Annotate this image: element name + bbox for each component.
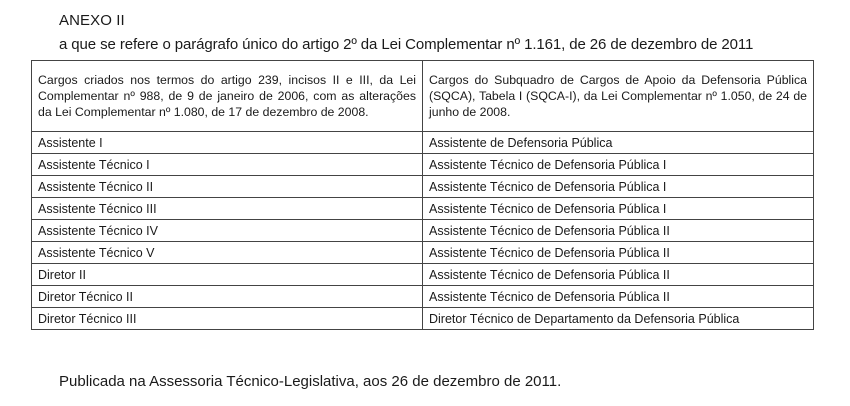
table-cell: Assistente Técnico de Defensoria Pública I	[423, 198, 814, 220]
annex-title: ANEXO II	[59, 12, 125, 29]
table-row	[32, 308, 814, 330]
table-row	[32, 154, 814, 176]
table-cell: Diretor Técnico III	[32, 308, 423, 330]
table-row	[32, 132, 814, 154]
table-cell: Assistente de Defensoria Pública	[423, 132, 814, 154]
table-row	[32, 176, 814, 198]
table-row	[32, 286, 814, 308]
table-row	[32, 264, 814, 286]
table-cell: Assistente Técnico de Defensoria Pública I	[423, 176, 814, 198]
table-cell: Assistente Técnico de Defensoria Pública II	[423, 242, 814, 264]
table-cell: Assistente Técnico I	[32, 154, 423, 176]
table-cell: Assistente Técnico de Defensoria Pública I	[423, 154, 814, 176]
table-row	[32, 242, 814, 264]
table-cell: Assistente Técnico II	[32, 176, 423, 198]
table-row	[32, 220, 814, 242]
publication-footer: Publicada na Assessoria Técnico-Legislativa, aos 26 de dezembro de 2011.	[59, 373, 562, 390]
table-cell: Assistente Técnico de Defensoria Pública II	[423, 286, 814, 308]
table-cell: Assistente I	[32, 132, 423, 154]
correspondence-table	[31, 60, 814, 330]
table-cell: Assistente Técnico III	[32, 198, 423, 220]
table-cell: Diretor Técnico de Departamento da Defensoria Pública	[423, 308, 814, 330]
table-header-row	[32, 61, 814, 132]
header-cell-created-positions: Cargos criados nos termos do artigo 239, incisos II e III, da Lei Complementar nº 988, de 9 de janeiro de 2006, com as alterações da Lei Complementar nº 1.080, de 17 de dezembro de 2008.	[32, 61, 423, 132]
table-cell: Diretor Técnico II	[32, 286, 423, 308]
table-cell: Assistente Técnico de Defensoria Pública II	[423, 220, 814, 242]
annex-subtitle: a que se refere o parágrafo único do artigo 2º da Lei Complementar nº 1.161, de 26 de dezembro de 2011	[59, 36, 754, 53]
table-cell: Assistente Técnico IV	[32, 220, 423, 242]
table-cell: Diretor II	[32, 264, 423, 286]
table-row	[32, 198, 814, 220]
table-cell: Assistente Técnico de Defensoria Pública II	[423, 264, 814, 286]
header-cell-subquadro-positions: Cargos do Subquadro de Cargos de Apoio da Defensoria Pública (SQCA), Tabela I (SQCA-I), da Lei Complementar nº 1.050, de 24 de junho de 2008.	[423, 61, 814, 132]
table-cell: Assistente Técnico V	[32, 242, 423, 264]
